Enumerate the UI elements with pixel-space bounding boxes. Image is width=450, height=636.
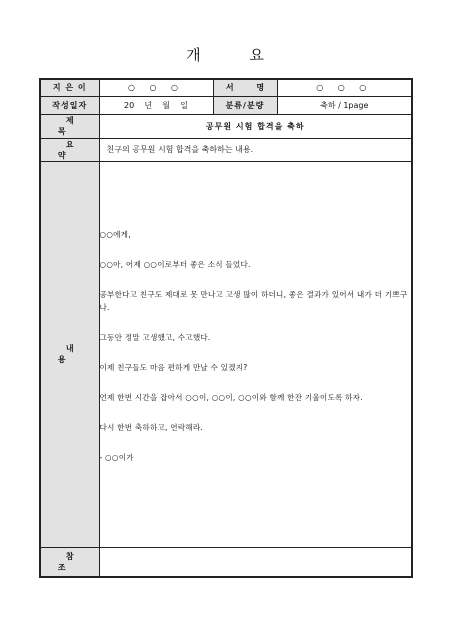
content-row xyxy=(40,161,412,547)
content-paragraph: 언제 한번 시간을 잡아서 ○○이, ○○이, ○○이와 함께 한잔 기울이도록 하자. xyxy=(99,392,363,402)
content-paragraph: 이제 친구들도 마음 편하게 만날 수 있겠지? xyxy=(99,362,248,372)
summary-value: 친구의 공무원 시험 합격을 축하하는 내용. xyxy=(99,138,412,161)
book-title-label: 서 명 xyxy=(213,79,277,96)
subject-value: 공무원 시험 합격을 축하 xyxy=(99,114,412,138)
author-label: 지 은 이 xyxy=(40,79,99,96)
reference-row xyxy=(40,547,412,577)
author-value: ○ ○ ○ xyxy=(99,79,213,96)
date-value: 20 년 월 일 xyxy=(99,96,213,114)
summary-label: 요 약 xyxy=(40,138,99,161)
content-paragraph: ○○아, 어제 ○○이로부터 좋은 소식 들었다. xyxy=(99,259,251,269)
category-label: 분류/분량 xyxy=(213,96,277,114)
date-row xyxy=(40,96,412,114)
content-paragraph: 그동안 정말 고생했고, 수고했다. xyxy=(99,332,211,342)
content-paragraph: ○○에게, xyxy=(99,229,131,239)
content-paragraph: - ○○이가 xyxy=(99,452,134,462)
content-body xyxy=(99,161,412,547)
category-value: 축하 / 1page xyxy=(277,96,412,114)
summary-row xyxy=(40,138,412,161)
date-label: 작성일자 xyxy=(40,96,99,114)
reference-label: 참 조 xyxy=(40,547,99,577)
subject-label: 제 목 xyxy=(40,114,99,138)
book-title-value: ○ ○ ○ xyxy=(277,79,412,96)
reference-value xyxy=(99,547,412,577)
content-label: 내 용 xyxy=(40,161,99,547)
author-row xyxy=(40,79,412,96)
subject-row xyxy=(40,114,412,138)
content-paragraph: 다시 한번 축하하고, 연락해라. xyxy=(99,422,203,432)
document-title: 개 요 xyxy=(186,46,286,64)
content-paragraph: 공부한다고 친구도 제대로 못 만나고 고생 많이 하더니, 좋은 결과가 있어서 내가 더 기쁘구나. xyxy=(99,289,408,312)
summary-form-table xyxy=(39,78,413,578)
